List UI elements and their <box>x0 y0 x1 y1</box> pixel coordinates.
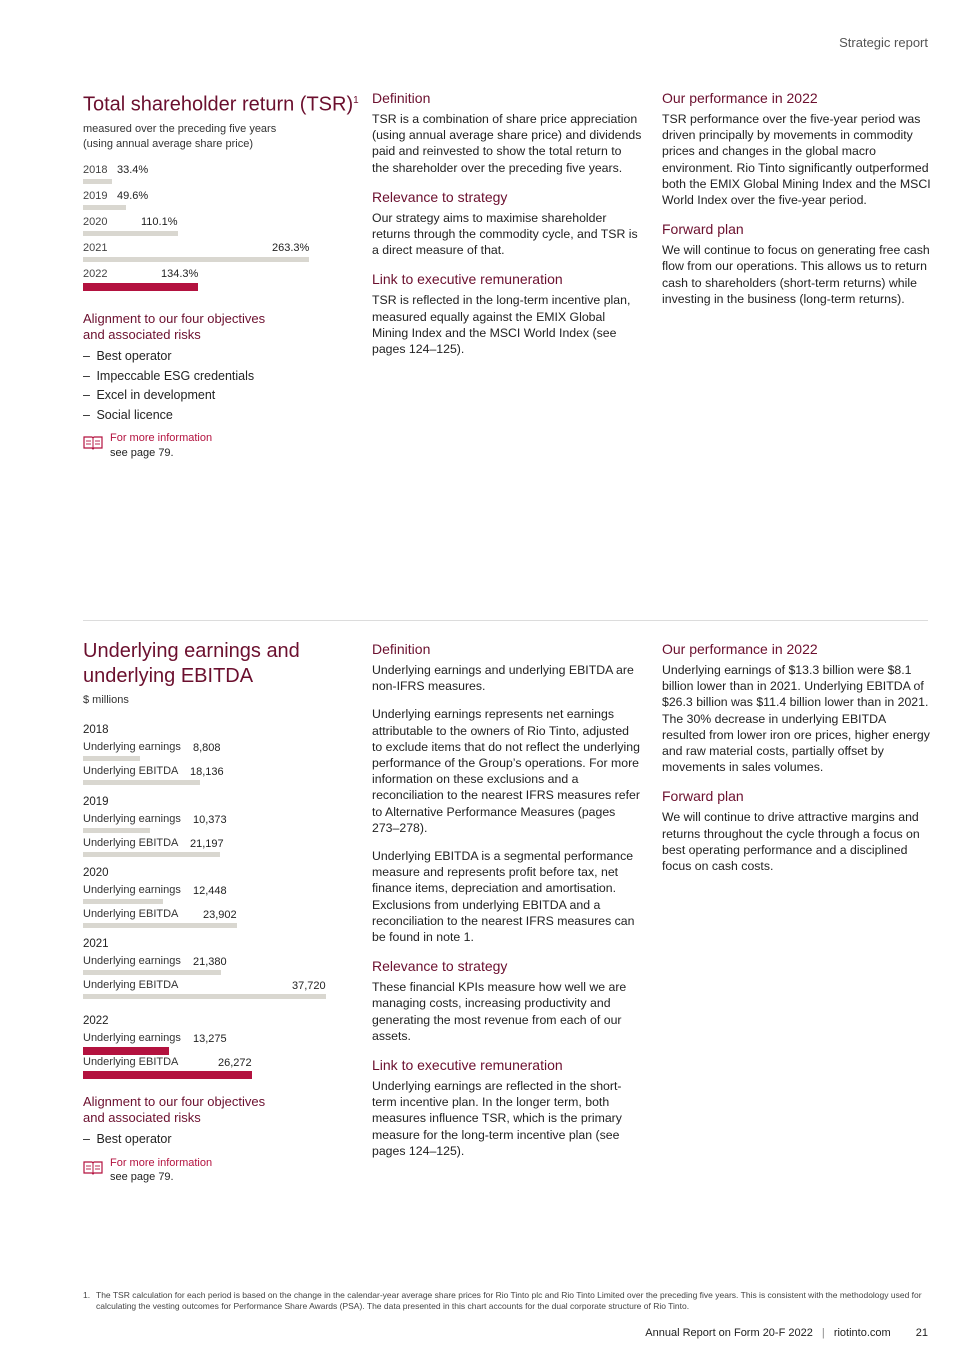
forward-heading: Forward plan <box>662 221 744 238</box>
ue-title-2: underlying EBITDA <box>83 665 254 687</box>
bar-value-label: 26,272 <box>218 1057 252 1069</box>
year-heading: 2019 <box>83 796 109 808</box>
relevance-text: These financial KPIs measure how well we are managing costs, increasing productivity and generating the most revenue from each of our assets. <box>372 980 627 1043</box>
earnings-bar-row <box>83 813 343 837</box>
bar-value-label: 12,448 <box>193 885 227 897</box>
year-heading: 2022 <box>83 1015 109 1027</box>
performance-text: TSR performance over the five-year period was driven principally by movements in commodity prices and changes in the global macro environment. Rio Tinto significantly outperformed both the EMIX Global Mining Index and the MSCI World Index over the five-year period. <box>662 112 931 208</box>
link-text: Underlying earnings are reflected in the short-term incentive plan. In the longer term, both measures influence TSR, which is the primary measure for the long-term incentive plan (see pages 124–125). <box>372 1079 622 1158</box>
ebitda-bar-row <box>83 1056 343 1080</box>
ebitda-bar-row <box>83 979 343 1003</box>
ue-title-1: Underlying earnings and <box>83 640 300 662</box>
alignment-title-1: Alignment to our four objectives <box>83 311 266 326</box>
page-number: 21 <box>915 1327 928 1339</box>
tsr-bar <box>83 283 198 291</box>
more-info[interactable] <box>83 1156 353 1188</box>
tsr-right-column <box>662 89 932 319</box>
series-label: Underlying EBITDA <box>83 908 179 920</box>
definition-text: Underlying earnings represents net earnings attributable to the owners of Rio Tinto, adjusted to exclude items that do not reflect the underlying performance of the Group’s operations. For more information on these exclusions and a reconciliation to the nearest IFRS measures refer to Alternative Performance Measures (pages 273–278). <box>372 707 640 835</box>
more-info[interactable] <box>83 431 353 463</box>
footnote-ref: 1 <box>353 95 359 106</box>
book-icon <box>83 435 103 450</box>
ebitda-bar <box>83 923 237 928</box>
alignment-title-1: Alignment to our four objectives <box>83 1094 266 1109</box>
link-text: TSR is reflected in the long-term incentive plan, measured equally against the EMIX Global Mining Index and the MSCI World Index (see pages 124–125). <box>372 293 631 357</box>
ebitda-bar-row <box>83 837 343 861</box>
performance-heading: Our performance in 2022 <box>662 641 818 657</box>
earnings-bar-row <box>83 884 343 908</box>
bar-year-label: 2022 <box>83 268 108 280</box>
tsr-title <box>83 88 363 118</box>
series-label: Underlying EBITDA <box>83 765 179 777</box>
series-label: Underlying earnings <box>83 813 181 825</box>
bar-value-label: 21,197 <box>190 838 224 850</box>
tsr-bar-row <box>83 164 343 190</box>
forward-text: We will continue to focus on generating free cash flow from our operations. This allows us to return cash to shareholders (short-term returns) while investing in the business (long-term returns). <box>662 243 930 306</box>
earnings-bar-row <box>83 1032 343 1056</box>
series-label: Underlying EBITDA <box>83 837 179 849</box>
ebitda-bar-row <box>83 908 343 932</box>
bar-year-label: 2019 <box>83 190 108 202</box>
relevance-heading: Relevance to strategy <box>372 958 508 975</box>
tsr-bar <box>83 179 112 184</box>
year-heading: 2020 <box>83 867 109 879</box>
bar-value-label: 8,808 <box>193 742 221 754</box>
ue-middle-column <box>372 640 642 1171</box>
tsr-bar-row <box>83 242 343 268</box>
earnings-bar <box>83 1047 169 1055</box>
bar-value-label: 110.1% <box>141 216 178 228</box>
tsr-bar-row <box>83 268 343 294</box>
more-info-page: see page 79. <box>110 446 174 459</box>
bar-value-label: 23,902 <box>203 909 237 921</box>
definition-text: TSR is a combination of share price appreciation (using annual average share price) and dividends paid and reinvested to show the total return to the shareholder over the preceding five years. <box>372 112 642 175</box>
series-label: Underlying EBITDA <box>83 979 179 991</box>
ue-subtitle: $ millions <box>83 694 129 706</box>
earnings-bar-row <box>83 955 343 979</box>
definition-heading: Definition <box>372 641 431 657</box>
earnings-bar <box>83 970 221 975</box>
tsr-middle-column <box>372 89 642 369</box>
alignment-item: – Best operator <box>83 347 353 367</box>
bar-value-label: 13,275 <box>193 1033 227 1045</box>
ebitda-bar <box>83 1071 252 1079</box>
tsr-bar <box>83 231 178 236</box>
report-name: Annual Report on Form 20-F 2022 <box>645 1327 813 1339</box>
earnings-bar <box>83 899 163 904</box>
series-label: Underlying earnings <box>83 955 181 967</box>
relevance-text: Our strategy aims to maximise shareholder returns through the commodity cycle, and TSR is a direct measure of that. <box>372 210 638 258</box>
bar-value-label: 134.3% <box>161 268 199 280</box>
alignment-title-2: and associated risks <box>83 1110 201 1125</box>
series-label: Underlying earnings <box>83 884 181 896</box>
series-label: Underlying earnings <box>83 741 181 753</box>
alignment-item: – Impeccable ESG credentials <box>83 367 353 387</box>
alignment-item: – Social licence <box>83 406 353 426</box>
page-footer <box>645 1327 928 1339</box>
footnote-marker: 1. <box>83 1290 91 1300</box>
ue-alignment <box>83 1094 353 1188</box>
earnings-bar <box>83 828 150 833</box>
link-heading: Link to executive remuneration <box>372 271 563 288</box>
footnote <box>83 1290 928 1312</box>
more-info-link[interactable]: For more information <box>110 1156 213 1169</box>
forward-text: We will continue to drive attractive margins and returns throughout the cycle through a focus on best operating performance and a disciplined focus on cash costs. <box>662 810 920 874</box>
more-info-page: see page 79. <box>110 1171 174 1184</box>
series-label: Underlying EBITDA <box>83 1056 179 1068</box>
alignment-title-2: and associated risks <box>83 327 201 342</box>
ue-right-column <box>662 640 932 886</box>
tsr-title-text: Total shareholder return (TSR) <box>83 93 354 116</box>
section-label: Strategic report <box>839 35 928 50</box>
book-icon <box>83 1160 103 1175</box>
alignment-list <box>83 1130 353 1150</box>
earnings-bar <box>83 756 140 761</box>
bar-year-label: 2018 <box>83 164 108 176</box>
footer-separator: | <box>821 1327 825 1339</box>
earnings-bar-row <box>83 741 343 765</box>
performance-text: Underlying earnings of $13.3 billion were $8.1 billion lower than in 2021. Underlying EBITDA of $26.3 billion was $11.4 billion lower than in 2021. The 30% decrease in underlying EBITDA resulted from lower iron ore prices, higher energy and raw material costs, partially offset by movements in sales volumes. <box>662 663 930 775</box>
ebitda-bar <box>83 780 200 785</box>
performance-heading: Our performance in 2022 <box>662 90 818 106</box>
series-label: Underlying earnings <box>83 1032 181 1044</box>
ue-block <box>83 639 363 708</box>
tsr-bar-row <box>83 190 343 216</box>
definition-text: Underlying EBITDA is a segmental performance measure and represents profit before tax, net finance items, depreciation and amortisation. Exclusions from underlying EBITDA and a reconciliation to the nearest IFRS measures can be found in note 1. <box>372 849 635 945</box>
section-divider <box>83 620 928 621</box>
bar-value-label: 33.4% <box>117 164 149 176</box>
link-heading: Link to executive remuneration <box>372 1057 563 1074</box>
ebitda-bar <box>83 852 220 857</box>
tsr-subtitle-1: measured over the preceding five years <box>83 122 277 135</box>
tsr-bar <box>83 205 126 210</box>
ebitda-bar-row <box>83 765 343 789</box>
footnote-text: The TSR calculation for each period is based on the change in the calendar-year average share prices for Rio Tinto plc and Rio Tinto Limited over the preceding five years. This is consistent with the methodology used for calculating the vesting outcomes for Performance Share Awards (PSA). The data presented in this chart accounts for the dual corporate structure of Rio Tinto. <box>96 1290 922 1311</box>
more-info-link[interactable]: For more information <box>110 432 213 445</box>
bar-value-label: 10,373 <box>193 814 227 826</box>
bar-value-label: 21,380 <box>193 956 227 968</box>
alignment-list <box>83 347 353 425</box>
bar-value-label: 263.3% <box>272 242 310 254</box>
tsr-block <box>83 88 363 152</box>
forward-heading: Forward plan <box>662 788 744 805</box>
bar-value-label: 49.6% <box>117 190 149 202</box>
tsr-subtitle-2: (using annual average share price) <box>83 137 253 150</box>
bar-value-label: 37,720 <box>292 980 326 992</box>
year-heading: 2018 <box>83 724 109 736</box>
alignment-item: – Best operator <box>83 1130 353 1150</box>
bar-year-label: 2020 <box>83 216 108 228</box>
relevance-heading: Relevance to strategy <box>372 188 508 205</box>
year-heading: 2021 <box>83 938 109 950</box>
ebitda-bar <box>83 994 326 999</box>
tsr-bar <box>83 257 309 262</box>
definition-heading: Definition <box>372 90 431 106</box>
bar-value-label: 18,136 <box>190 766 224 778</box>
tsr-alignment <box>83 311 353 463</box>
definition-text: Underlying earnings and underlying EBITDA are non-IFRS measures. <box>372 663 634 694</box>
alignment-item: – Excel in development <box>83 386 353 406</box>
site-link[interactable]: riotinto.com <box>833 1327 891 1339</box>
bar-year-label: 2021 <box>83 242 108 254</box>
tsr-bar-row <box>83 216 343 242</box>
